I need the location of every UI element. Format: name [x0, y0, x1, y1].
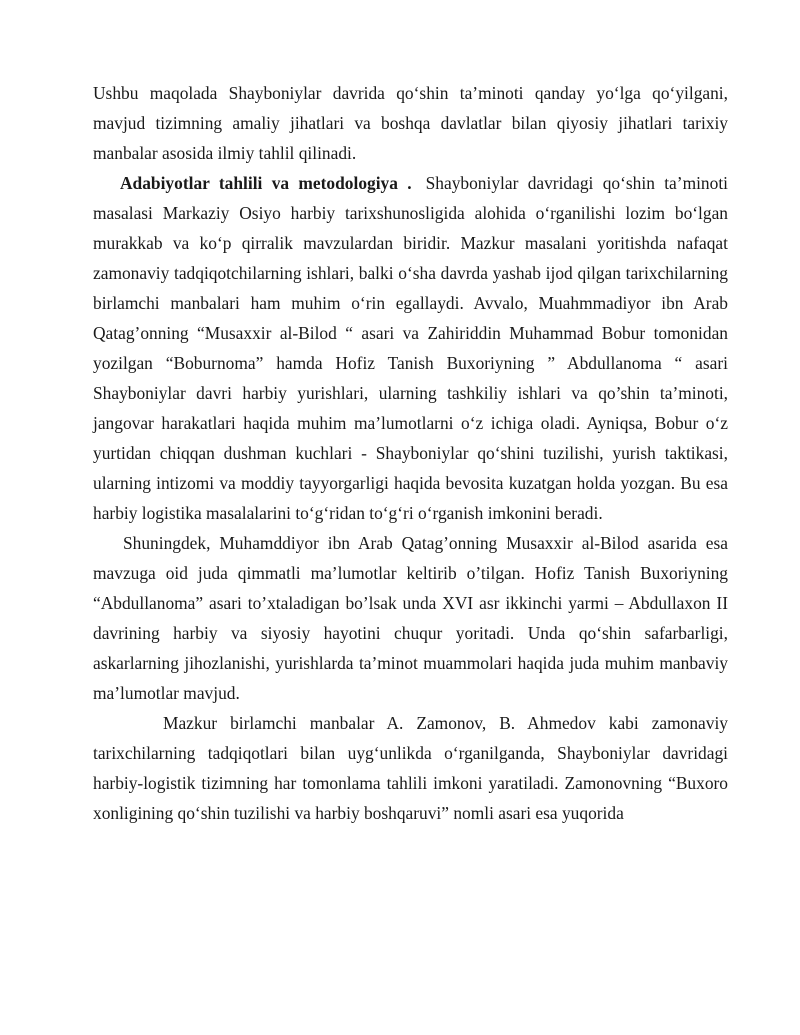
paragraph-literature-review-text: Shayboniylar davridagi qo‘shin ta’minoti masalasi Markaziy Osiyo harbiy tarixshunosligida alohida o‘rganilishi lozim bo‘lgan murakkab va ko‘p qirralik mavzulardan biridir. Mazkur masalani yoritishda nafaqat zamonaviy tadqiqotchilarning ishlari, balki o‘sha davrda yashab ijod qilgan tarixchilarning birlamchi manbalari ham muhim o‘rin egallaydi. Avvalo, Muahmmadiyor ibn Arab Qatag’onning “Musaxxir al-Bilod “ asari va Zahiriddin Muhammad Bobur tomonidan yozilgan “Boburnoma” hamda Hofiz Tanish Buxoriyning ” Abdullanoma “ asari Shayboniylar davri harbiy yurishlari, ularning tashkiliy ishlari va qo’shin ta’minoti, jangovar harakatlari haqida muhim ma’lumotlarni o‘z ichiga oladi. Ayniqsa, Bobur o‘z yurtidan chiqqan dushman kuchlari - Shayboniylar qo‘shini tuzilishi, yurish taktikasi, ularning intizomi va moddiy tayyorgarligi haqida bevosita kuzatgan holda yozgan. Bu esa harbiy logistika masalalarini to‘g‘ridan to‘g‘ri o‘rganish imkonini beradi.	[93, 173, 728, 523]
paragraph-modern-research: Mazkur birlamchi manbalar A. Zamonov, B. Ahmedov kabi zamonaviy tarixchilarning tadqiqotlari bilan uyg‘unlikda o‘rganilganda, Shayboniylar davridagi harbiy-logistik tizimning har tomonlama tahlili imkoni yaratiladi. Zamonovning “Buxoro xonligining qo‘shin tuzilishi va harbiy boshqaruvi” nomli asari esa yuqorida	[93, 713, 728, 823]
paragraph-literature-review	[93, 168, 728, 528]
section-heading: Adabiyotlar tahlili va metodologiya .	[120, 173, 412, 193]
paragraph-sources: Shuningdek, Muhamddiyor ibn Arab Qatag’onning Musaxxir al-Bilod asarida esa mavzuga oid juda qimmatli ma’lumotlar keltirib o’tilgan. Hofiz Tanish Buxoriyning “Abdullanoma” asari to’xtaladigan bo’lsak unda XVI asr ikkinchi yarmi – Abdullaxon II davrining harbiy va siyosiy hayotini chuqur yoritadi. Unda qo‘shin safarbarligi, askarlarning jihozlanishi, yurishlarda ta’minot muammolari haqida juda muhim manbaviy ma’lumotlar mavjud.	[93, 533, 728, 703]
paragraph-intro: Ushbu maqolada Shayboniylar davrida qo‘shin ta’minoti qanday yo‘lga qo‘yilgani, mavjud tizimning amaliy jihatlari va boshqa davlatlar bilan qiyosiy jihatlari tarixiy manbalar asosida ilmiy tahlil qilinadi.	[93, 83, 728, 163]
